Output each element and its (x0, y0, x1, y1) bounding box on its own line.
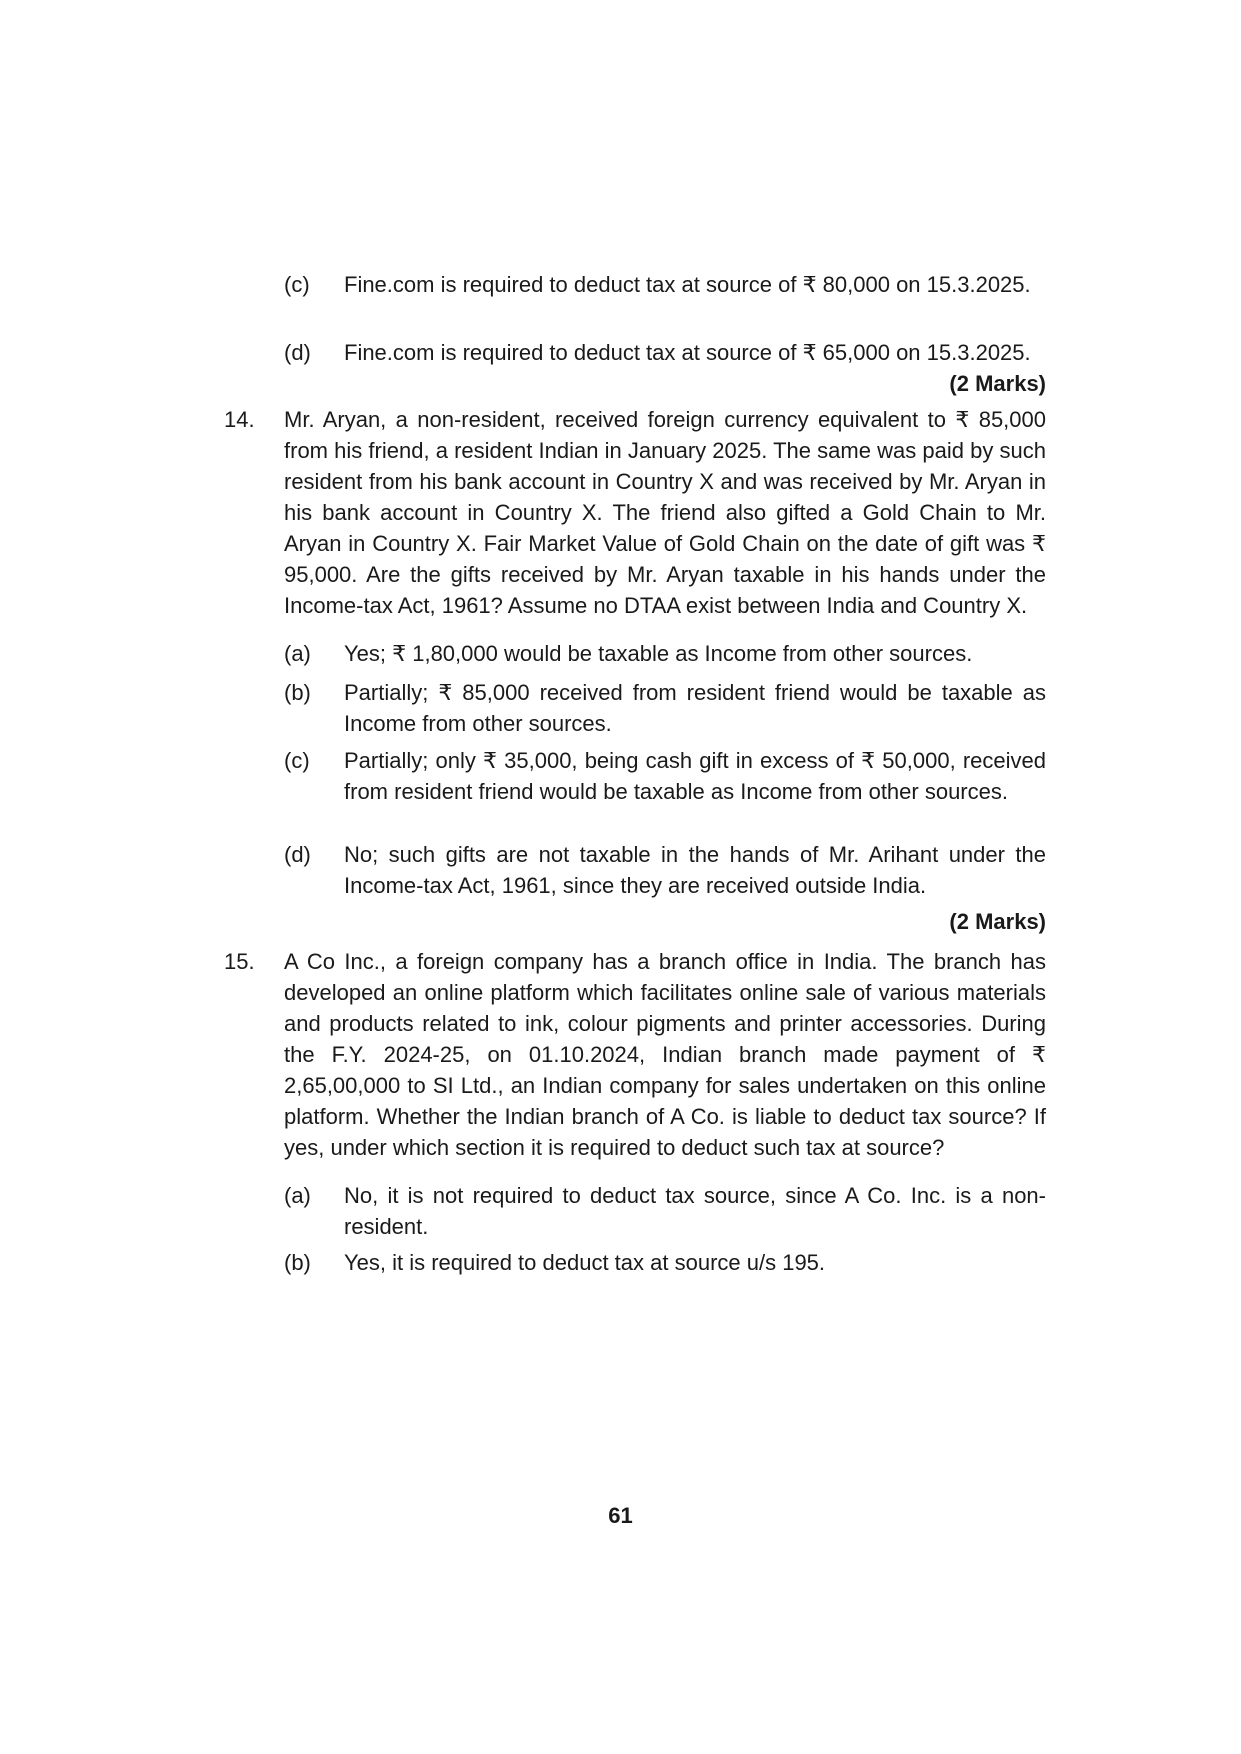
option-label: (b) (284, 680, 311, 705)
option-label: (d) (284, 842, 311, 867)
option-text-body: Fine.com is required to deduct tax at source of ₹ 65,000 on 15.3.2025. (344, 340, 1031, 365)
option-text: Yes, it is required to deduct tax at source u/s 195. (344, 1250, 826, 1275)
question-text: Mr. Aryan, a non-resident, received foreign currency equivalent to ₹ 85,000 from his friend, a resident Indian in January 2025. The same was paid by such resident from his bank account in Country X and was received by Mr. Aryan in his bank account in Country X. The friend also gifted a Gold Chain to Mr. Aryan in Country X. Fair Market Value of Gold Chain on the date of gift was ₹ 95,000. Are the gifts received by Mr. Aryan taxable in his hands under the Income-tax Act, 1961? Assume no DTAA exist between India and Country X. (284, 407, 1046, 618)
question-number: 14. (224, 407, 255, 432)
option-label: (b) (284, 1250, 311, 1275)
question-14 (224, 404, 1046, 621)
option-label: (a) (284, 641, 311, 666)
option-text: Partially; ₹ 85,000 received from resident friend would be taxable as Income from other sources. (344, 680, 1046, 736)
option-text (344, 337, 1046, 396)
q14-option-c (284, 745, 1046, 807)
option-label: (a) (284, 1183, 311, 1208)
q15-option-a (284, 1180, 1046, 1242)
option-label: (c) (284, 748, 310, 773)
q14-option-a (284, 638, 1046, 669)
question-text: A Co Inc., a foreign company has a branch office in India. The branch has developed an online platform which facilitates online sale of various materials and products related to ink, colour pigments and printer accessories. During the F.Y. 2024-25, on 01.10.2024, Indian branch made payment of ₹ 2,65,00,000 to SI Ltd., an Indian company for sales undertaken on this online platform. Whether the Indian branch of A Co. is liable to deduct tax source? If yes, under which section it is required to deduct such tax at source? (284, 949, 1046, 1160)
option-label: (d) (284, 340, 311, 365)
option-text: Fine.com is required to deduct tax at source of ₹ 80,000 on 15.3.2025. (344, 272, 1031, 297)
q14-marks: (2 Marks) (949, 909, 1046, 934)
marks-label: (2 Marks) (949, 371, 1046, 396)
page-number: 61 (608, 1503, 633, 1528)
option-label: (c) (284, 272, 310, 297)
question-15 (224, 946, 1046, 1163)
q13-option-c (284, 269, 1046, 300)
option-text: No, it is not required to deduct tax source, since A Co. Inc. is a non-resident. (344, 1183, 1046, 1239)
q14-option-d (284, 839, 1046, 901)
option-text: Partially; only ₹ 35,000, being cash gift in excess of ₹ 50,000, received from resident friend would be taxable as Income from other sources. (344, 748, 1046, 804)
q14-option-b (284, 677, 1046, 739)
q13-option-d (284, 337, 1046, 399)
question-number: 15. (224, 949, 255, 974)
q15-option-b (284, 1247, 1046, 1278)
option-text: Yes; ₹ 1,80,000 would be taxable as Income from other sources. (344, 641, 973, 666)
option-text: No; such gifts are not taxable in the hands of Mr. Arihant under the Income-tax Act, 1961, since they are received outside India. (344, 842, 1046, 898)
